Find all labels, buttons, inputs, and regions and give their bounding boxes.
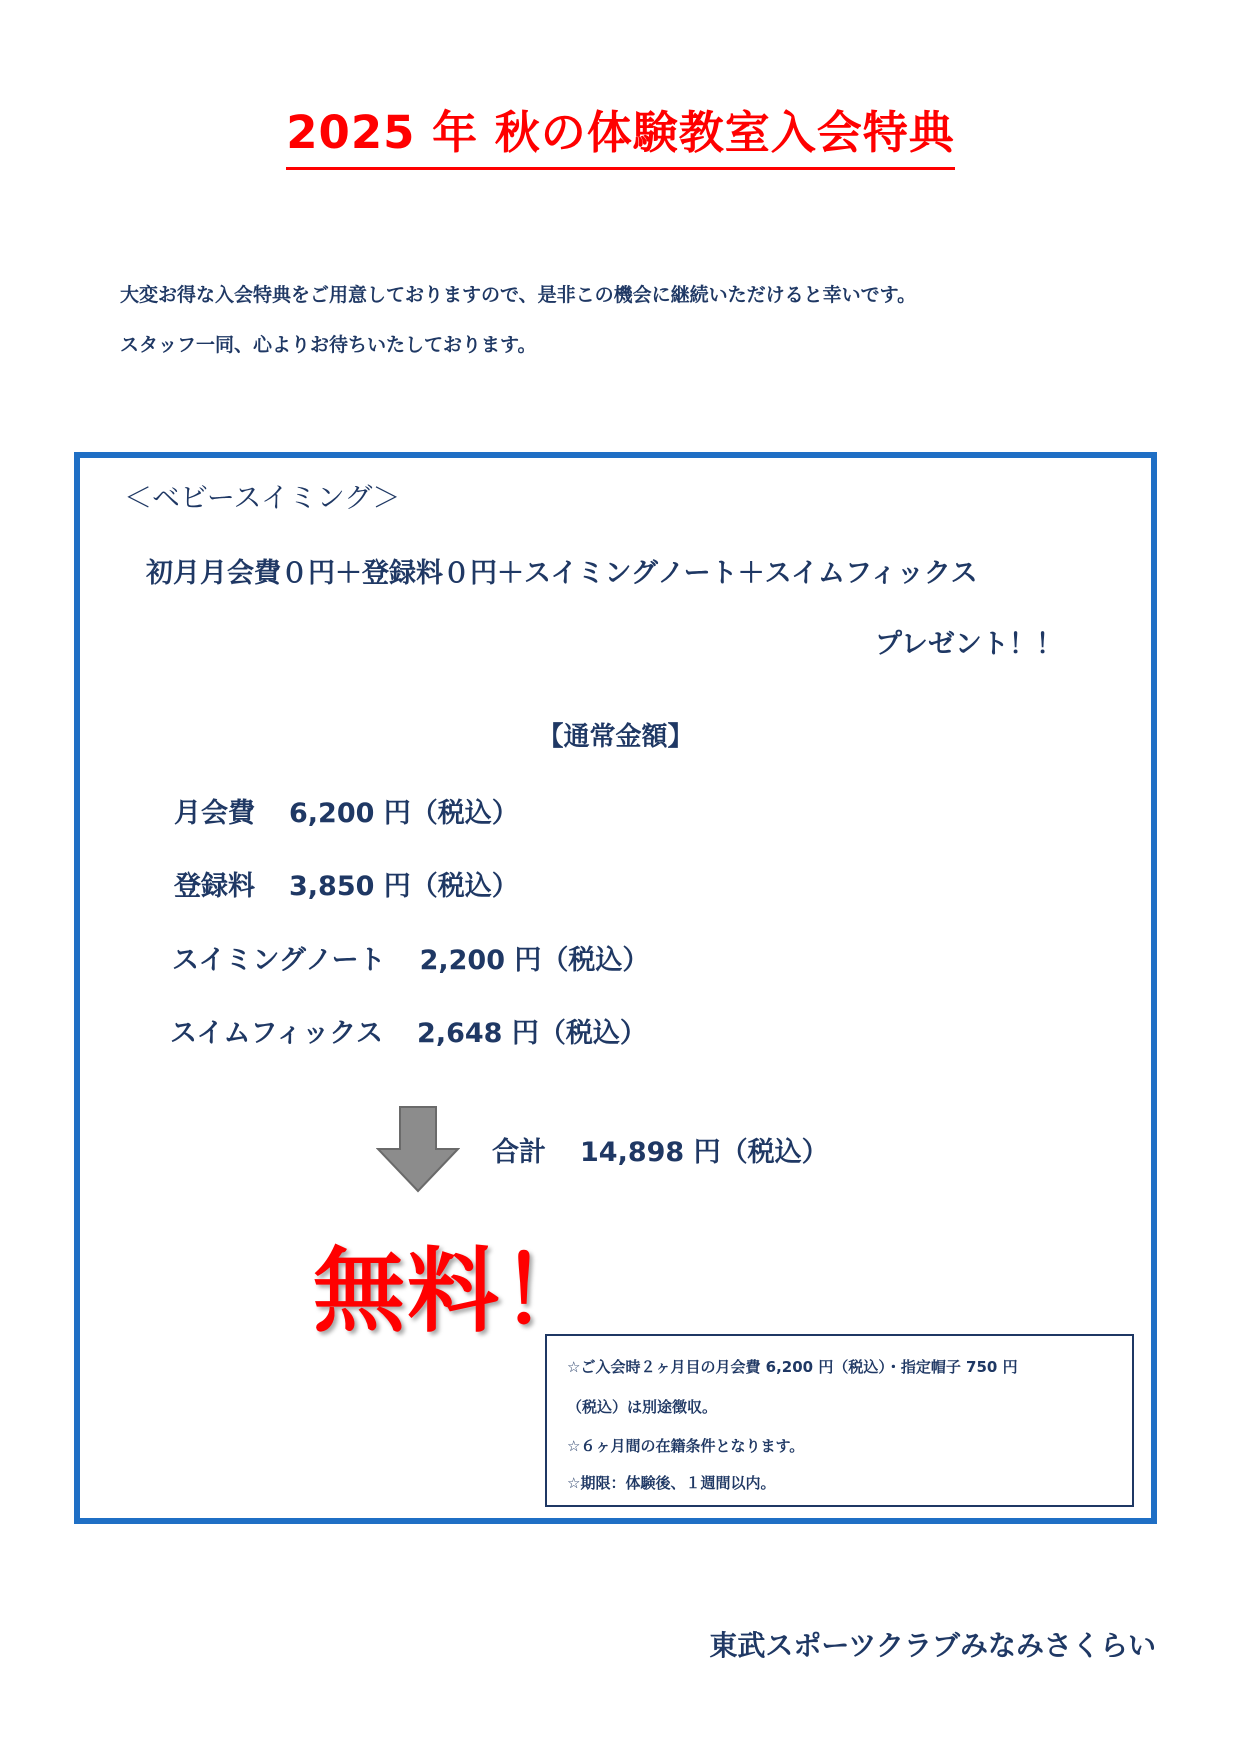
price-row-swim-fix	[170, 1011, 647, 1050]
notes-box	[545, 1334, 1134, 1507]
price-value: 3,850 円（税込）	[289, 871, 519, 902]
note-item: ☆６ヶ月間の在籍条件となります。	[567, 1437, 805, 1455]
total-row	[492, 1130, 829, 1169]
page-title-text: 2025 年 秋の体験教室入会特典	[286, 96, 955, 170]
normal-price-heading: 【通常金額】	[537, 722, 694, 752]
total-price: 14,898 円（税込）	[580, 1137, 829, 1168]
price-label: 月会費	[174, 798, 255, 829]
intro-line-2: スタッフ一同、心よりお待ちいたしております。	[120, 334, 537, 356]
offer-line-2: プレゼント！！	[875, 629, 1063, 660]
note-item: ☆期限：体験後、１週間以内。	[567, 1474, 776, 1492]
course-heading: ＜ベビースイミング＞	[124, 481, 401, 514]
total-label: 合計	[492, 1137, 546, 1168]
price-label: スイムフィックス	[170, 1018, 384, 1049]
price-value: 2,648 円（税込）	[417, 1018, 647, 1049]
price-label: 登録料	[174, 871, 255, 902]
intro-line-1: 大変お得な入会特典をご用意しておりますので、是非この機会に継続いただけると幸いです。	[120, 284, 917, 306]
club-name-footer: 東武スポーツクラブみなみさくらい	[709, 1629, 1156, 1662]
price-row-registration-fee	[174, 864, 519, 903]
price-row-monthly-fee	[174, 791, 519, 830]
offer-line-1: 初月月会費０円＋登録料０円＋スイミングノート＋スイムフィックス	[146, 558, 978, 589]
price-row-swimming-note	[172, 938, 649, 977]
offer-box	[74, 452, 1157, 1524]
price-label: スイミングノート	[172, 945, 386, 976]
free-text: 無料！	[313, 1238, 596, 1345]
price-value: 6,200 円（税込）	[289, 798, 519, 829]
note-item: ☆ご入会時２ヶ月目の月会費 6,200 円（税込）・指定帽子 750 円	[567, 1358, 1018, 1376]
down-arrow-icon	[376, 1105, 460, 1193]
page-title	[0, 96, 1241, 170]
note-item: （税込）は別途徴収。	[567, 1398, 718, 1416]
price-value: 2,200 円（税込）	[419, 945, 650, 976]
